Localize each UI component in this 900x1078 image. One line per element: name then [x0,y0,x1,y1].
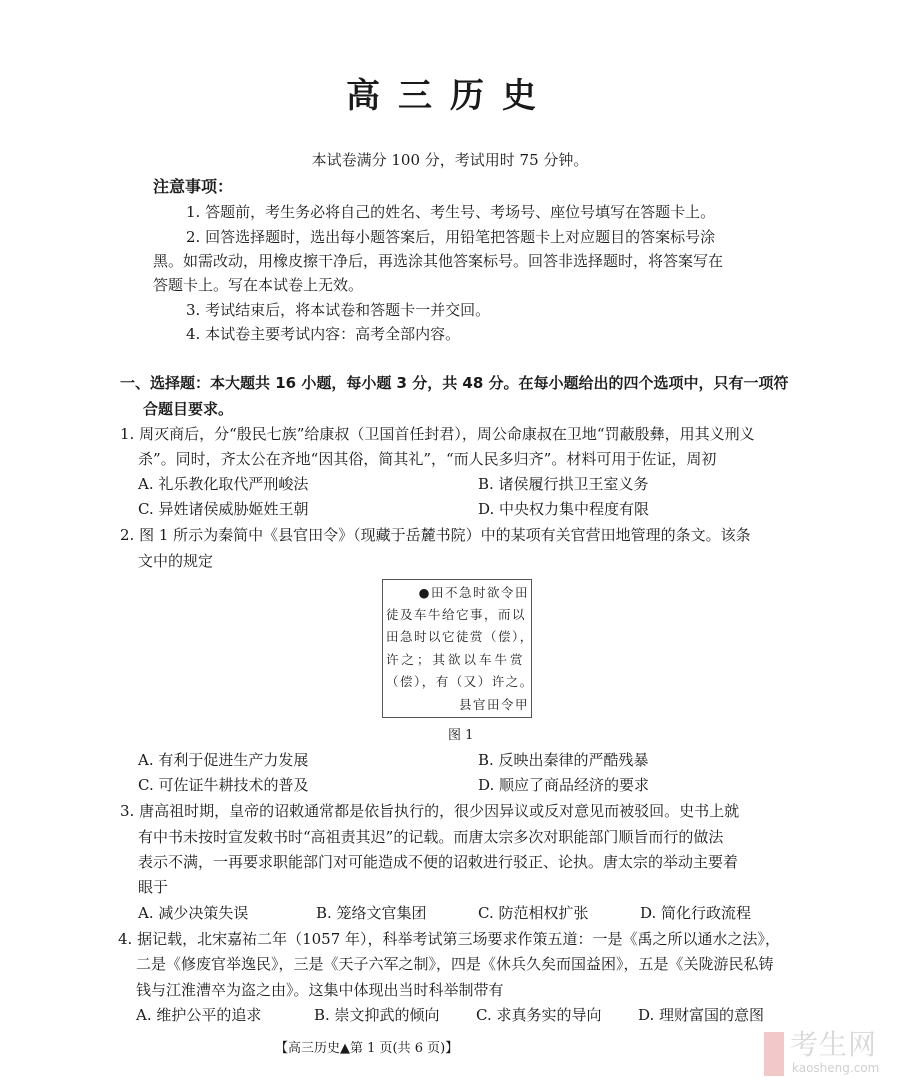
question-4-stem: 二是《修废官举逸民》，三是《天子六军之制》，四是《休兵久矣而国益困》，五是《关陇游民私铸 [136,955,774,973]
question-2-option-b: B. 反映出秦律的严酷残暴 [478,751,649,769]
question-3-stem: 有中书未按时宣发敕书时“高祖责其迟”的记载。而唐太宗多次对职能部门顺旨而行的做法 [138,828,724,846]
question-3-option-b: B. 笼络文官集团 [316,904,427,922]
section-heading: 一、选择题：本大题共 16 小题，每小题 3 分，共 48 分。在每小题给出的四个选项中，只有一项符 [120,374,789,392]
question-2-option-c: C. 可佐证牛耕技术的普及 [138,776,309,794]
logo-mark-icon [764,1032,784,1076]
notice-line: 4. 本试卷主要考试内容：高考全部内容。 [186,325,461,343]
watermark-url: kaosheng.com [792,1061,880,1075]
question-2-stem: 文中的规定 [138,552,214,570]
figure-1-qin-slip-text [382,579,532,718]
question-1-stem: 杀”。同时，齐太公在齐地“因其俗，简其礼”，“而人民多归齐”。材料可用于佐证，周初 [138,450,717,468]
question-1-option-b: B. 诸侯履行拱卫王室义务 [478,475,649,493]
watermark-logo [790,1030,895,1077]
figure-source: 县官田令甲 [458,697,529,712]
question-1-option-a: A. 礼乐教化取代严刑峻法 [138,475,309,493]
figure-line: 田急时以它徒赏（偿）， [386,629,534,644]
page-footer: 【高三历史▲第 1 页(共 6 页)】 [275,1041,459,1056]
question-4-option-c: C. 求真务实的导向 [476,1006,602,1024]
question-3-stem: 表示不满，一再要求职能部门对可能造成不便的诏敕进行驳正、论执。唐太宗的举动主要着 [138,853,739,871]
notice-line: 3. 考试结束后，将本试卷和答题卡一并交回。 [186,301,491,319]
question-4-stem: 钱与江淮漕卒为盗之由》。这集中体现出当时科举制带有 [136,981,504,999]
question-4-option-b: B. 崇文抑武的倾向 [314,1006,440,1024]
question-4-option-a: A. 维护公平的追求 [136,1006,262,1024]
question-3-option-d: D. 简化行政流程 [640,904,752,922]
question-1-option-d: D. 中央权力集中程度有限 [478,500,650,518]
figure-line [386,584,529,602]
question-3-stem: 3. 唐高祖时期，皇帝的诏敕通常都是依旨执行的，很少因异议或反对意见而被驳回。史书上就 [120,802,740,820]
figure-line: 许之；其欲以车牛赏 [386,652,526,667]
question-4-stem: 4. 据记载，北宋嘉祐二年（1057 年），科举考试第三场要求作策五道：一是《禹之所以通水之法》， [118,930,781,948]
figure-caption: 图 1 [448,728,474,743]
section-heading: 合题目要求。 [143,400,234,418]
question-3-option-a: A. 减少决策失误 [138,904,249,922]
question-1-option-c: C. 异姓诸侯威胁姬姓王朝 [138,500,309,518]
question-1-stem: 1. 周灭商后，分“殷民七族”给康叔（卫国首任封君），周公命康叔在卫地“罚蔽殷彝，用其义刑义 [120,425,755,443]
figure-line: 徒及车牛给它事，而以 [386,607,527,622]
question-3-stem: 眼于 [138,878,169,896]
page-title: 高三历史 [346,76,554,116]
question-3-option-c: C. 防范相权扩张 [478,904,589,922]
figure-line-text: 田不急时欲令田 [430,585,529,600]
notice-line: 答题卡上。写在本试卷上无效。 [153,276,364,294]
bullet-icon: ● [418,585,431,600]
watermark-text: 考生网 [790,1028,878,1061]
notice-line: 1. 答题前，考生务必将自己的姓名、考生号、考场号、座位号填写在答题卡上。 [186,203,716,221]
notice-line: 2. 回答选择题时，选出每小题答案后，用铅笔把答题卡上对应题目的答案标号涂 [186,228,716,246]
question-2-stem: 2. 图 1 所示为秦简中《县官田令》（现藏于岳麓书院）中的某项有关官营田地管理的条文。该条 [120,526,751,544]
figure-line: （偿），有（又）许之。 [386,674,534,689]
notice-line: 黑。如需改动，用橡皮擦干净后，再选涂其他答案标号。回答非选择题时，将答案写在 [153,252,724,270]
question-2-option-d: D. 顺应了商品经济的要求 [478,776,650,794]
question-4-option-d: D. 理财富国的意图 [638,1006,765,1024]
notice-heading: 注意事项： [153,177,234,196]
exam-info: 本试卷满分 100 分，考试用时 75 分钟。 [311,151,589,169]
question-2-option-a: A. 有利于促进生产力发展 [138,751,309,769]
